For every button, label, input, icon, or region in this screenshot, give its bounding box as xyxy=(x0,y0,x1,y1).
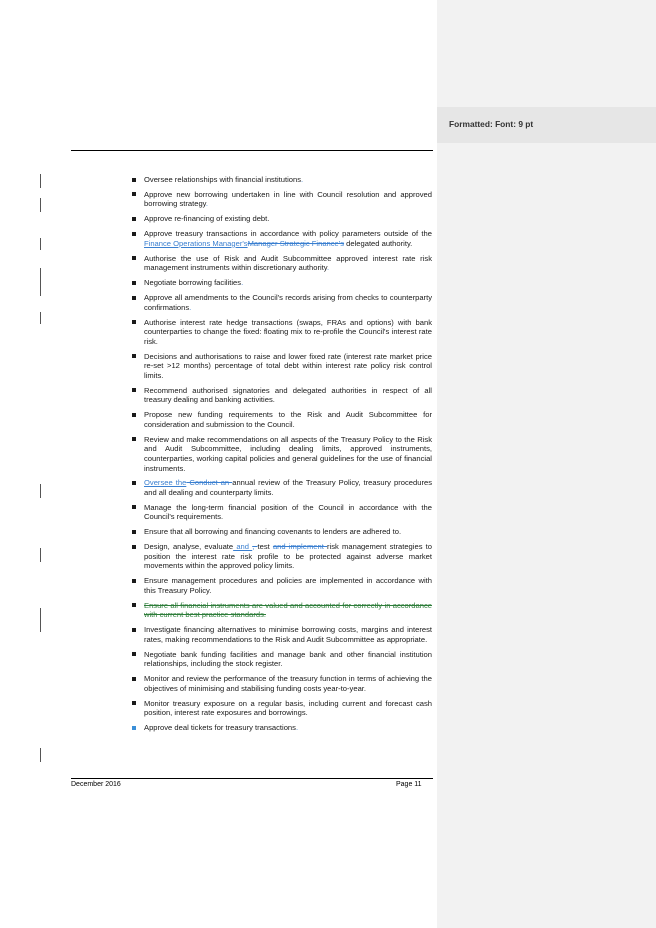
list-item xyxy=(132,527,432,537)
change-bar xyxy=(40,268,41,296)
bullet-icon xyxy=(132,388,136,392)
item-text: delegated authority. xyxy=(344,238,413,248)
item-text: annual review of the Treasury Policy, treasury procedures and all dealing and counterparty limits. xyxy=(144,478,432,497)
item-text: Negotiate borrowing facilities xyxy=(144,278,242,288)
bullet-icon xyxy=(132,232,136,236)
list-item xyxy=(132,352,432,381)
list-item xyxy=(132,576,432,595)
item-text: risk management strategies to position the interest rate risk profile to be protected against adverse market movements within the approved policy limits. xyxy=(144,542,433,571)
item-text: Authorise the use of Risk and Audit Subcommittee approved interest rate risk management instruments within discretionary authority xyxy=(144,253,432,273)
bullet-icon xyxy=(132,354,136,358)
change-bar xyxy=(40,484,41,498)
item-text: Review and make recommendations on all aspects of the Treasury Policy to the Risk and Audit Subcommittee, including dealing limits, approved instruments, counterparties, working capital policies and general guidelines for the use of financial instruments. xyxy=(144,434,432,473)
bullet-icon xyxy=(132,530,136,534)
revision-mark: . xyxy=(241,278,244,288)
change-bar xyxy=(40,312,41,324)
item-text: Recommend authorised signatories and delegated authorities in respect of all treasury dealing and banking activities. xyxy=(144,385,432,405)
responsibilities-list xyxy=(132,175,432,738)
list-item xyxy=(132,601,432,620)
list-item xyxy=(132,293,432,312)
change-bar xyxy=(40,238,41,250)
list-item xyxy=(132,214,432,224)
deleted-text: and implement xyxy=(272,542,328,552)
list-item xyxy=(132,175,432,185)
item-text: Design, analyse, evaluate xyxy=(144,542,234,552)
bullet-icon xyxy=(132,296,136,300)
deleted-text: Conduct an xyxy=(186,478,233,488)
list-item xyxy=(132,542,432,571)
list-item xyxy=(132,386,432,405)
deleted-text: , xyxy=(252,542,258,552)
revision-mark: . xyxy=(205,199,209,209)
item-text: Decisions and authorisations to raise and lower fixed rate (interest rate market price re-set >12 months) percentage of total debt within interest rate policy risk control limits. xyxy=(144,351,432,380)
change-bar xyxy=(40,608,41,632)
bullet-icon xyxy=(132,579,136,583)
footer-date: December 2016 xyxy=(71,781,121,788)
change-bar xyxy=(40,548,41,562)
list-item xyxy=(132,278,432,288)
list-item xyxy=(132,254,432,273)
item-text: Propose new funding requirements to the Risk and Audit Subcommittee for consideration and submission to the Council. xyxy=(144,410,432,429)
item-text: Manage the long-term financial position of the Council in accordance with the Council's requirements. xyxy=(144,502,432,522)
list-item xyxy=(132,699,432,718)
change-bar xyxy=(40,174,41,188)
list-item xyxy=(132,229,432,248)
bullet-icon xyxy=(132,413,136,417)
footer-page-number: Page 11 xyxy=(396,781,422,788)
deleted-text: Ensure all financial instruments are valued and accounted for correctly in accordance with current best practice standards. xyxy=(144,600,432,620)
list-item xyxy=(132,674,432,693)
deleted-text: Manager Strategic Finance's xyxy=(247,238,345,248)
item-text: Approve treasury transactions in accordance with policy parameters outside of the xyxy=(144,229,432,239)
item-text: Authorise interest rate hedge transactions (swaps, FRAs and options) with bank counterparties to change the fixed: floating mix to re-profile the Council's interest rate risk. xyxy=(144,317,432,346)
item-text: test xyxy=(257,542,273,552)
bullet-icon xyxy=(132,603,136,607)
change-bar xyxy=(40,198,41,212)
header-rule xyxy=(71,150,433,151)
item-text: Negotiate bank funding facilities and manage bank and other financial institution relationships, including the stock register. xyxy=(144,649,432,669)
item-text: Oversee relationships with financial institutions xyxy=(144,175,302,184)
bullet-icon xyxy=(132,481,136,485)
list-item xyxy=(132,318,432,347)
list-item xyxy=(132,503,432,522)
item-text: Approve deal tickets for treasury transactions xyxy=(144,723,296,733)
list-item xyxy=(132,650,432,669)
formatting-balloon[interactable]: Formatted: Font: 9 pt xyxy=(437,107,656,143)
inserted-text: Finance Operations Manager's xyxy=(144,238,248,248)
bullet-icon xyxy=(132,281,136,285)
bullet-icon xyxy=(132,192,136,196)
item-text: Investigate financing alternatives to minimise borrowing costs, margins and interest rates, making recommendations to the Risk and Audit Subcommittee as appropriate. xyxy=(144,625,432,644)
revision-mark: . xyxy=(327,263,330,273)
bullet-icon xyxy=(132,178,136,182)
list-item xyxy=(132,478,432,497)
item-text: Ensure that all borrowing and financing covenants to lenders are adhered to. xyxy=(144,527,402,537)
bullet-icon xyxy=(132,628,136,632)
item-text: Ensure management procedures and policies are implemented in accordance with this Treasury Policy. xyxy=(144,576,432,595)
revision-mark: . xyxy=(295,723,299,733)
item-text: Approve new borrowing undertaken in line with Council resolution and approved borrowing strategy xyxy=(144,189,432,209)
bullet-icon xyxy=(132,320,136,324)
item-text: Approve re-financing of existing debt. xyxy=(144,214,270,224)
revision-mark: . xyxy=(301,175,304,184)
footer-rule xyxy=(71,778,433,779)
list-item xyxy=(132,190,432,209)
comment-pane xyxy=(437,0,656,928)
bullet-icon xyxy=(132,217,136,221)
bullet-icon xyxy=(132,652,136,656)
bullet-icon xyxy=(132,677,136,681)
list-item xyxy=(132,625,432,644)
revision-mark: . xyxy=(189,302,192,312)
list-item xyxy=(132,410,432,429)
bullet-icon xyxy=(132,701,136,705)
inserted-text: and xyxy=(233,542,253,552)
list-item xyxy=(132,435,432,473)
list-item xyxy=(132,723,432,733)
item-text: Approve all amendments to the Council's records arising from checks to counterparty confirmations xyxy=(144,293,432,312)
bullet-icon xyxy=(132,545,136,549)
bullet-icon xyxy=(132,726,136,730)
bullet-icon xyxy=(132,437,136,441)
inserted-text: Oversee the xyxy=(144,478,187,488)
bullet-icon xyxy=(132,256,136,260)
bullet-icon xyxy=(132,505,136,509)
item-text: Monitor and review the performance of the treasury function in terms of achieving the objectives of minimising and stabilising funding costs year-to-year. xyxy=(144,674,432,693)
item-text: Monitor treasury exposure on a regular basis, including current and forecast cash position, interest rate exposures and borrowings. xyxy=(144,698,432,718)
change-bar xyxy=(40,748,41,762)
